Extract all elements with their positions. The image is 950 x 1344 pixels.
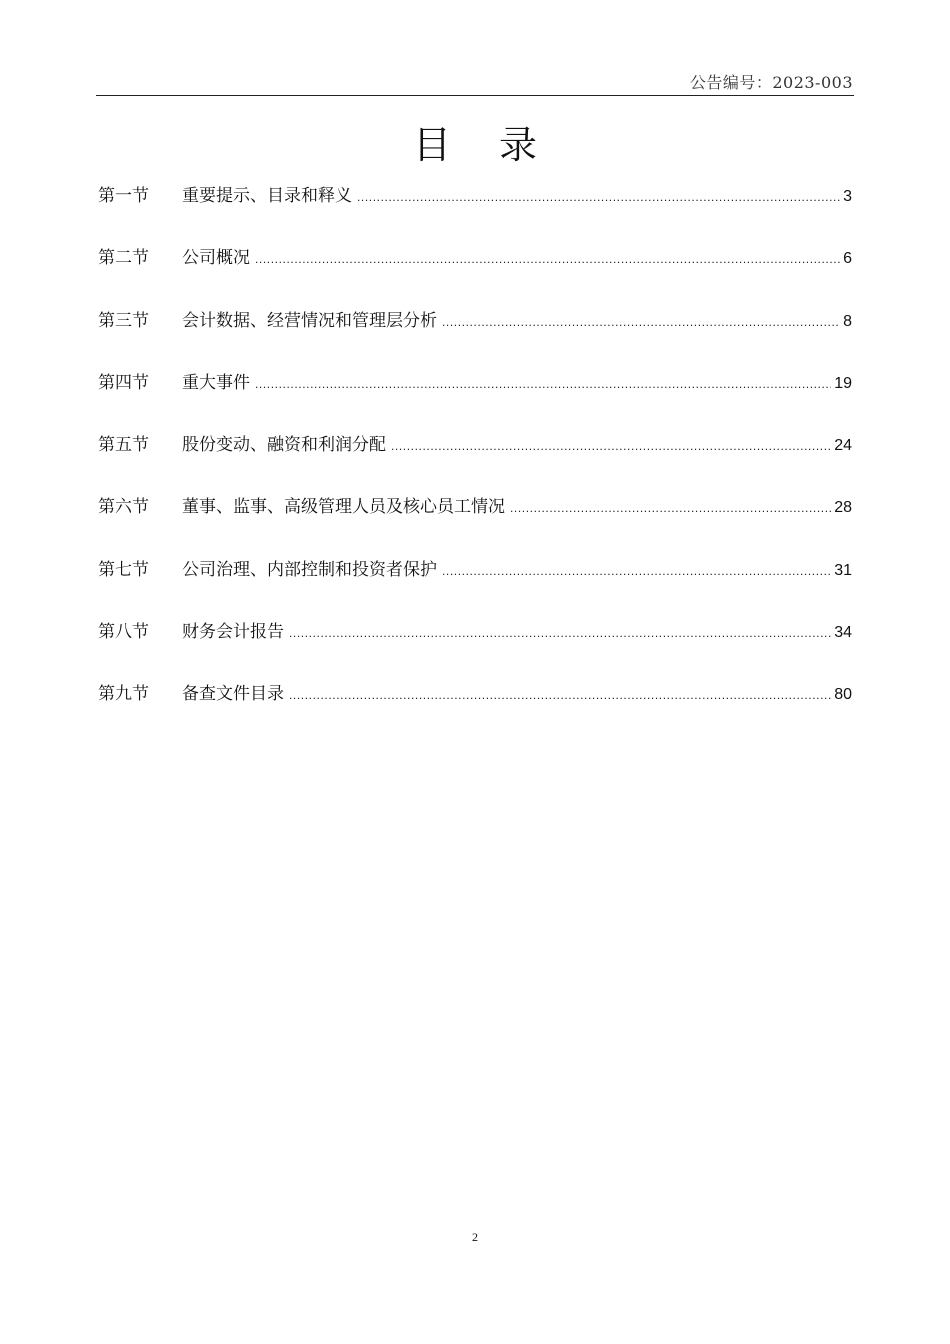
toc-entry-section-7[interactable] [98, 557, 852, 619]
toc-entry-section-2[interactable] [98, 245, 852, 307]
toc-dot-leader [442, 558, 831, 584]
toc-entry-section-5[interactable] [98, 432, 852, 494]
toc-section-number: 第二节 [98, 248, 149, 269]
toc-section-number: 第五节 [98, 435, 149, 456]
toc-section-title: 公司概况 [182, 248, 250, 269]
toc-dot-leader [289, 682, 831, 708]
toc-dot-leader [357, 184, 840, 210]
toc-entry-section-8[interactable] [98, 619, 852, 681]
toc-dot-leader [510, 495, 831, 521]
toc-page-number: 34 [834, 624, 852, 642]
toc-entry-section-1[interactable] [98, 183, 852, 245]
toc-section-number: 第八节 [98, 622, 149, 643]
toc-section-title: 重大事件 [182, 372, 250, 393]
toc-dot-leader [255, 371, 831, 397]
toc-page-number: 6 [843, 250, 852, 268]
toc-title: 目 录 [412, 123, 556, 167]
toc-section-number: 第九节 [98, 684, 149, 705]
notice-number: 公告编号：2023-003 [689, 73, 853, 92]
toc-entry-section-9[interactable] [98, 681, 852, 743]
toc-page-number: 80 [834, 686, 852, 704]
page-footer-number: 2 [472, 1230, 478, 1244]
toc-dot-leader [391, 433, 831, 459]
toc-page-number: 28 [834, 499, 852, 517]
header-divider [96, 95, 854, 96]
toc-section-title: 财务会计报告 [182, 622, 284, 643]
toc-section-title: 备查文件目录 [182, 684, 284, 705]
toc-section-number: 第七节 [98, 559, 149, 580]
toc-page-number: 19 [834, 374, 852, 392]
toc-section-title: 公司治理、内部控制和投资者保护 [182, 559, 437, 580]
toc-entry-section-3[interactable] [98, 308, 852, 370]
toc-dot-leader [255, 246, 840, 272]
toc-section-title: 重要提示、目录和释义 [182, 186, 352, 206]
toc-section-number: 第四节 [98, 372, 149, 393]
toc-page-number: 24 [834, 437, 852, 455]
toc-section-number: 第一节 [98, 186, 149, 206]
toc-entry-section-6[interactable] [98, 494, 852, 556]
table-of-contents [98, 183, 852, 744]
toc-page-number: 3 [843, 188, 852, 205]
toc-section-title: 股份变动、融资和利润分配 [182, 435, 386, 456]
toc-dot-leader [442, 309, 840, 335]
toc-page-number: 31 [834, 561, 852, 579]
toc-section-title: 会计数据、经营情况和管理层分析 [182, 310, 437, 331]
toc-dot-leader [289, 620, 831, 646]
toc-section-number: 第三节 [98, 310, 149, 331]
toc-section-title: 董事、监事、高级管理人员及核心员工情况 [182, 497, 505, 518]
toc-page-number: 8 [843, 312, 852, 330]
toc-entry-section-4[interactable] [98, 370, 852, 432]
toc-section-number: 第六节 [98, 497, 149, 518]
